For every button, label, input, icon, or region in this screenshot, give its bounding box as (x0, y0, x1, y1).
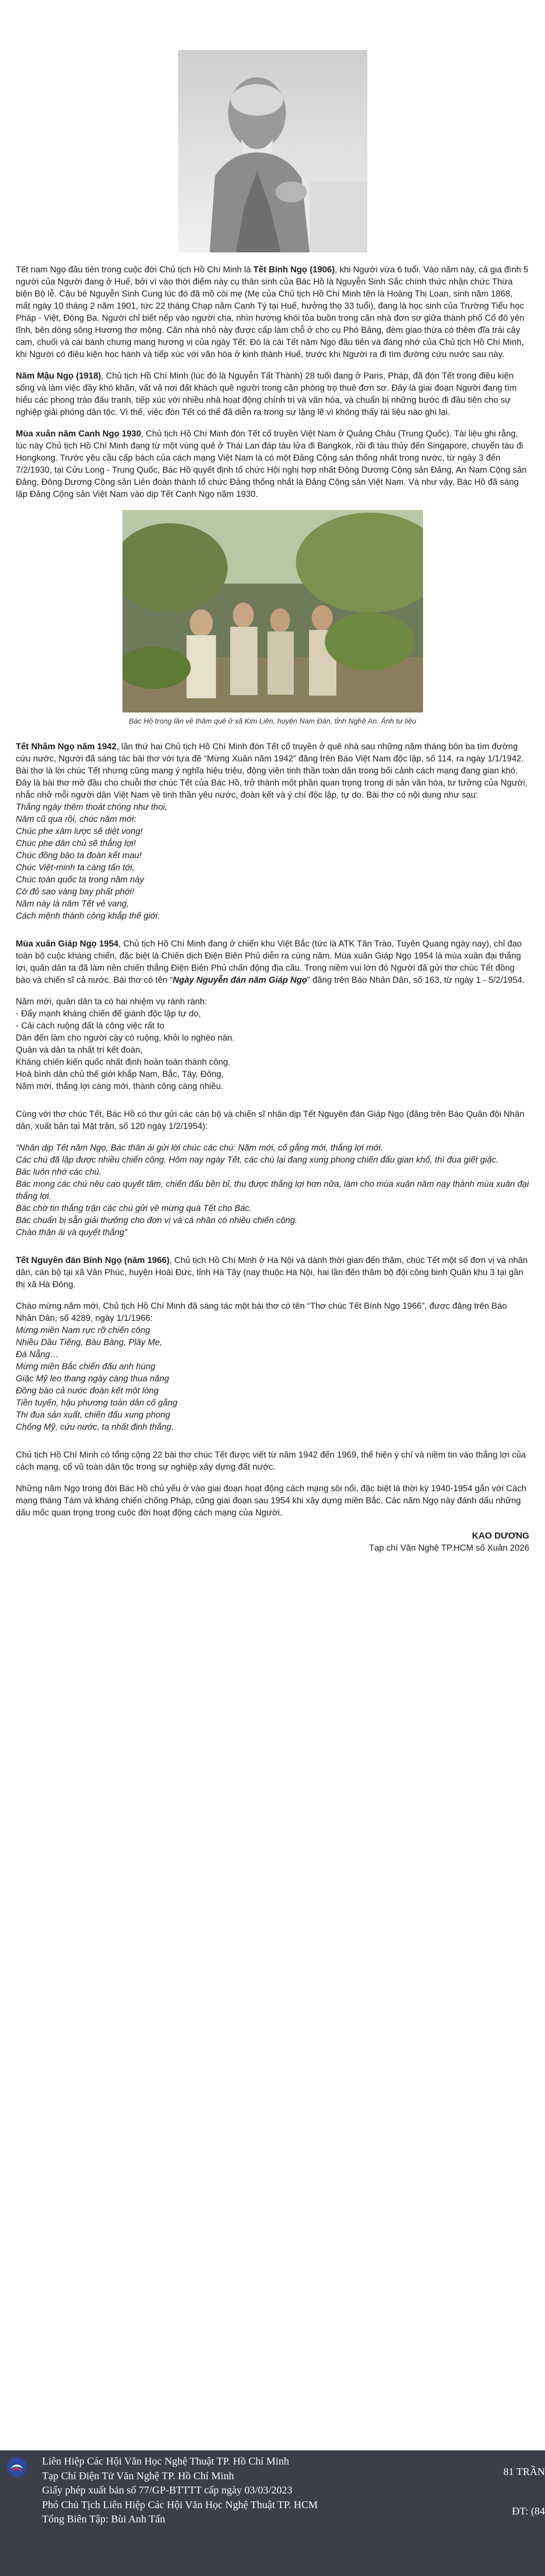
poem-line: Cờ đỏ sao vàng bay phất phới! (16, 887, 135, 897)
poem-line: Chúc phe dân chủ sẽ thắng lợi! (16, 839, 136, 848)
paragraph-2: Năm Mậu Ngọ (1918), Chủ tịch Hồ Chí Minh (lúc đó là Nguyễn Tất Thành) 28 tuổi đang ở Paris, Pháp, đã đón Tết trong điều kiện sống và làm việc đầy khó khăn, vất vả nơi đất khách quê người trong căn phòng trọ thuê đơn sơ. Đây là giai đoạn Người đang tìm hiểu các phong trào đấu tranh, tiếp xúc với nhiều nhà hoạt động chính trị và văn hóa, và chuẩn bị những bước đi đầu tiên cho sự nghiệp giải phóng dân tộc. Vì thế, việc đón Tết có thể đã diễn ra trong sự lặng lẽ vì không thấy tài liệu nào ghi lại. (16, 371, 517, 417)
footer-line-4: Phó Chủ Tịch Liên Hiệp Các Hội Văn Học Nghệ Thuật TP. HCM (42, 2499, 318, 2511)
poem-line: Chúc phe xâm lược sẽ diệt vong! (16, 827, 143, 836)
poem-giap-ngo-1954 (16, 996, 529, 1093)
letter-line: Bác mong các chú nêu cao quyết tâm, chiến đấu bền bỉ, thu được thắng lợi hơn nữa, làm cho mùa xuân năm nay thành mùa xuân đại thắng lợi. (16, 1179, 529, 1201)
heading-mau-ngo-1918: Năm Mậu Ngọ (1918) (16, 371, 101, 381)
poem-line: Hoà bình dân chủ thế giới khắp Nam, Bắc, Tây, Đông, (16, 1070, 224, 1079)
site-footer (0, 2450, 545, 2576)
poem-line: Nhiều Dầu Tiếng, Bàu Bàng, Plây Me, (16, 1338, 162, 1347)
poem-line: Mừng miền Bắc chiến đấu anh hùng (16, 1362, 156, 1371)
paragraph-10: Những năm Ngọ trong đời Bác Hồ chủ yếu ở vào giai đoạn hoạt động cách mạng sôi nổi, đặc biệt là thời kỳ 1940-1954 gắn với Cách mạng tháng Tám và kháng chiến chống Pháp, cũng giai đoạn sau 1954 khi xây dựng miền Bắc. Các năm Ngọ này đánh dấu những dấu mốc quan trọng trong cuộc đời hoạt động cách mạng của Người. (16, 1484, 527, 1518)
poem-mung-xuan-1942 (16, 801, 529, 922)
poem-line: Đồng bào cả nước đoàn kết một lòng (16, 1386, 159, 1396)
heading-nham-ngo-1942: Tết Nhâm Ngọ năm 1942 (16, 742, 117, 751)
source-line: Tạp chí Văn Nghệ TP.HCM số Xuân 2026 (369, 1543, 529, 1553)
footer-line-5: Tổng Biên Tập: Bùi Anh Tấn (42, 2513, 166, 2525)
article (16, 0, 529, 1554)
author-name: KAO DƯƠNG (472, 1531, 529, 1541)
paragraph-5: Mùa xuân Giáp Ngọ 1954, Chủ tịch Hồ Chí Minh đang ở chiến khu Việt Bắc (tức là ATK Tân Trào, Tuyên Quang ngày nay), chỉ đạo toàn bộ cuộc kháng chiến, đặc biệt là Chiến dịch Điện Biên Phủ diễn ra cùng năm. Mùa xuân Giáp Ngọ 1954 là mùa xuân đại thắng lợi, quân dân ta đã làm nên chiến thắng Điện Biên Phủ chấn động địa cầu. Trong niềm vui lớn đó Người đã gửi thơ chúc Tết đồng bào và chiến sĩ cả nước. Bài thơ có tên “Ngày Nguyễn đán năm Giáp Ngọ” đăng trên Báo Nhân Dân, số 163, từ ngày 1 - 5/2/1954. (16, 939, 525, 985)
footer-address: 81 TRẦN (503, 2466, 545, 2478)
paragraph-4: Tết Nhâm Ngọ năm 1942, lần thứ hai Chủ tịch Hồ Chí Minh đón Tết cổ truyền ở quê nhà sau những năm tháng bôn ba tìm đường cứu nước, Người đã sáng tác bài thơ với tựa đề “Mừng Xuân năm 1942” đăng trên Báo Việt Nam độc lập, số 114, ra ngày 1/1/1942. Bài thơ là lời chúc Tết nhưng cũng mang ý nghĩa hiệu triệu, động viên tinh thần toàn dân trong bối cảnh cách mạng đang gian khó. Đây là bài thơ mở đầu cho chuỗi thơ chúc Tết của Bác Hồ, trở thành một phần quan trọng trong di sản văn hóa, tư tưởng của Người, nhắc nhở mỗi người dân Việt Nam về tinh thần yêu nước, đoàn kết và ý chí độc lập, tự do. Bài thơ có nội dung như sau: (16, 742, 528, 800)
poem-binh-ngo-1966 (16, 1325, 529, 1433)
poem-line: Chống Mỹ, cứu nước, ta nhất định thắng. (16, 1422, 174, 1432)
poem-line: Năm mới, quân dân ta có hai nhiệm vụ rành rành: (16, 997, 207, 1006)
poem-line: Chúc toàn quốc ta trong năm này (16, 875, 144, 884)
footer-phone: ĐT: (84 (512, 2506, 545, 2517)
paragraph-9: Chủ tịch Hồ Chí Minh có tổng cộng 22 bài thơ chúc Tết được viết từ năm 1942 đến 1969, thể hiện ý chí và niềm tin vào thắng lợi của cách mạng, cổ vũ toàn dân tộc trong sự nghiệp xây dựng đất nước. (16, 1450, 526, 1472)
poem-line: Giặc Mỹ leo thang ngày càng thua nặng (16, 1374, 169, 1383)
poem-line: Thi đua sản xuất, chiến đấu xung phong (16, 1410, 170, 1420)
poem-line: Chúc đồng bào ta đoàn kết mau! (16, 851, 142, 860)
letter-to-soldiers (16, 1142, 529, 1239)
paragraph-7: Tết Nguyên đán Bính Ngọ (năm 1966), Chủ tịch Hồ Chí Minh ở Hà Nội và dành thời gian đến thăm, chúc Tết một số đơn vị và nhân dân, cán bộ tại xã Văn Phúc, huyện Hoài Đức, tỉnh Hà Tây (nay thuộc Hà Nội, hai lần đến thăm bộ đội công binh Quân khu 3 tại gần thị xã Hà Đông. (16, 1256, 528, 1289)
poem-line: Năm cũ qua rồi, chúc năm mới: (16, 814, 137, 824)
heading-binh-ngo-1966: Tết Nguyên đán Bính Ngọ (năm 1966) (16, 1256, 170, 1265)
poem-line: Dân đến làm cho người cày có ruộng, khỏi lo nghèo nàn. (16, 1033, 235, 1043)
village-visit-photo (122, 510, 423, 712)
letter-line: Các chú đã lập được nhiều chiến công. Hôm nay ngày Tết, các chú lại đang xung phong chiến đấu gian khổ, thì đua giết giặc. (16, 1155, 499, 1165)
letter-line: Bác chuẩn bị sẵn giải thưởng cho đơn vị và cá nhân có nhiều chiến công. (16, 1216, 297, 1225)
poem-line: Thắng ngày thêm thoát chóng như thoi, (16, 802, 168, 812)
poem-line: Năm mới, thắng lợi càng mới, thành công càng nhiều. (16, 1082, 223, 1091)
letter-line: Bác chờ tin thắng trận các chú gửi về mừng quà Tết cho Bác. (16, 1204, 252, 1213)
portrait-photo (178, 50, 367, 252)
footer-line-2: Tạp Chí Điện Tử Văn Nghệ TP. Hồ Chí Minh (42, 2470, 234, 2482)
heading-canh-ngo-1930: Mùa xuân năm Canh Ngọ 1930 (16, 429, 141, 439)
poem-line: - Cải cách ruộng đất là công việc rất to (16, 1021, 164, 1031)
heading-binh-ngo-1906: Tết Bính Ngọ (1906) (253, 265, 335, 274)
poem-line: Đà Nẵng… (16, 1350, 59, 1359)
poem-line: Cách mệnh thành công khắp thế giới. (16, 911, 160, 921)
poem-title-giap-ngo: Ngày Nguyễn đán năm Giáp Ngọ (172, 975, 307, 985)
paragraph-6: Cùng với thơ chúc Tết, Bác Hồ có thư gửi các cán bộ và chiến sĩ nhân dịp Tết Nguyên đán Giáp Ngọ (đăng trên Báo Quân đội Nhân dân, xuất bản tại Mặt trận, số 120 ngày 1/2/1954): (16, 1109, 525, 1131)
footer-line-1: Liên Hiệp Các Hội Văn Học Nghệ Thuật TP. Hồ Chí Minh (42, 2456, 289, 2467)
letter-line: Chào thân ái và quyết thắng” (16, 1228, 127, 1237)
paragraph-1: Tết nam Ngọ đầu tiên trong cuộc đời Chủ tịch Hồ Chí Minh là Tết Bính Ngọ (1906), khi Người vừa 6 tuổi. Vào năm này, cả gia đình 5 người của Người đang ở Huế, bởi vì vào thời điểm này cụ thân sinh của Bác Hồ là Nguyễn Sinh Sắc chính thức nhận chức Thừa biện Bộ lễ. Cậu bé Nguyễn Sinh Cung lúc đó đã mồ côi mẹ (Mẹ của Chủ tịch Hồ Chí Minh tên là Hoàng Thị Loan, sinh năm 1868, mất ngày 10 tháng 2 năm 1901, tức 22 tháng Chạp năm Canh Tý tại Huế, hưởng thọ 33 tuổi), đang là học sinh của Trường Tiểu học Pháp - Việt, Đông Ba. Người chỉ biết nếp vào người cha, nhìn hương khói tỏa buồn trong căn nhà đơn sơ giữa thành phố Cố đô yên tĩnh, bên dòng sông Hương thơ mộng. Căn nhà nhỏ này được cấp làm chỗ ở cho cụ Phó Bảng, đèm giao thừa có thêm đĩa trái cây cam, chuối và cái bánh chưng mang hương vị của ngày Tết. Đó là cái Tết năm Ngọ đầu tiên và đáng nhớ của Chủ tịch Hồ Chí Minh, khi Người có điều kiện học hành và tiếp xúc với văn hóa ở kinh thành Huế, trước khi Người ra đi tìm đường cứu nước sau này. (16, 265, 529, 359)
photo-caption: Bác Hồ trong lần về thăm quê ở xã Kim Liên, huyện Nam Đàn, tỉnh Nghệ An. Ảnh tư liệu (129, 717, 416, 725)
poem-line: Tiền tuyến, hậu phương toàn dân cố gắng (16, 1398, 178, 1408)
paragraph-8: Chào mừng năm mới, Chủ tịch Hồ Chí Minh đã sáng tác một bài thơ có tên “Thơ chúc Tết Bính Ngọ 1966”, được đăng trên Báo Nhân Dân, số 4289, ngày 1/1/1966: (16, 1301, 507, 1323)
signature (16, 1530, 529, 1554)
heading-giap-ngo-1954: Mùa xuân Giáp Ngọ 1954 (16, 939, 119, 949)
footer-info (42, 2455, 318, 2527)
poem-line: Chúc Việt-minh ta càng tấn tới, (16, 863, 135, 872)
poem-line: Quân và dân ta nhất trí kết đoàn, (16, 1045, 143, 1055)
poem-line: Mừng miền Nam rực rỡ chiến công (16, 1326, 150, 1335)
letter-line: “Nhân dịp Tết năm Ngọ, Bác thân ái gửi lời chúc các chú: Năm mới, cố gắng mới, thắng lợi mới. (16, 1143, 383, 1153)
logo-icon (6, 2457, 27, 2478)
poem-line: - Đẩy mạnh kháng chiến để giành độc lập tự do, (16, 1009, 201, 1019)
footer-line-3: Giấy phép xuất bản số 77/GP-BTTTT cấp ngày 03/03/2023 (42, 2485, 293, 2496)
letter-line: Bác luôn nhớ các chú. (16, 1167, 102, 1177)
poem-line: Năm này là năm Tết vẻ vang, (16, 899, 129, 909)
poem-line: Kháng chiến kiến quốc nhất định hoàn toàn thành công. (16, 1057, 231, 1067)
paragraph-3: Mùa xuân năm Canh Ngọ 1930, Chủ tịch Hồ Chí Minh đón Tết cổ truyền Việt Nam ở Quảng Châu (Trung Quốc). Tài liệu ghi rằng, lúc này Chủ tịch Hồ Chí Minh đang từ một vùng quê ở Thái Lan đáp tàu lửa đi Bangkok, rồi đi tàu thủy đến Singapore, chuyển tàu đi Hongkong. Trước yêu cầu cấp bách của cách mạng Việt Nam là có một Đảng Cộng sản thống nhất trong nước, từ ngày 3 đến 7/2/1930, tại Cửu Long - Trung Quốc, Bác Hồ quyết định tổ chức Hội nghị hợp nhất Đông Dương Cộng sản Đảng, An Nam Cộng sản Đảng, Đông Dương Cộng sản Liên đoàn thành tổ chức Đảng thống nhất là Đảng Cộng sản Việt Nam. Và như vậy, Bác Hồ đã sáng lập Đảng Cộng sản Việt Nam vào dịp Tết Canh Ngọ năm 1930. (16, 429, 527, 499)
